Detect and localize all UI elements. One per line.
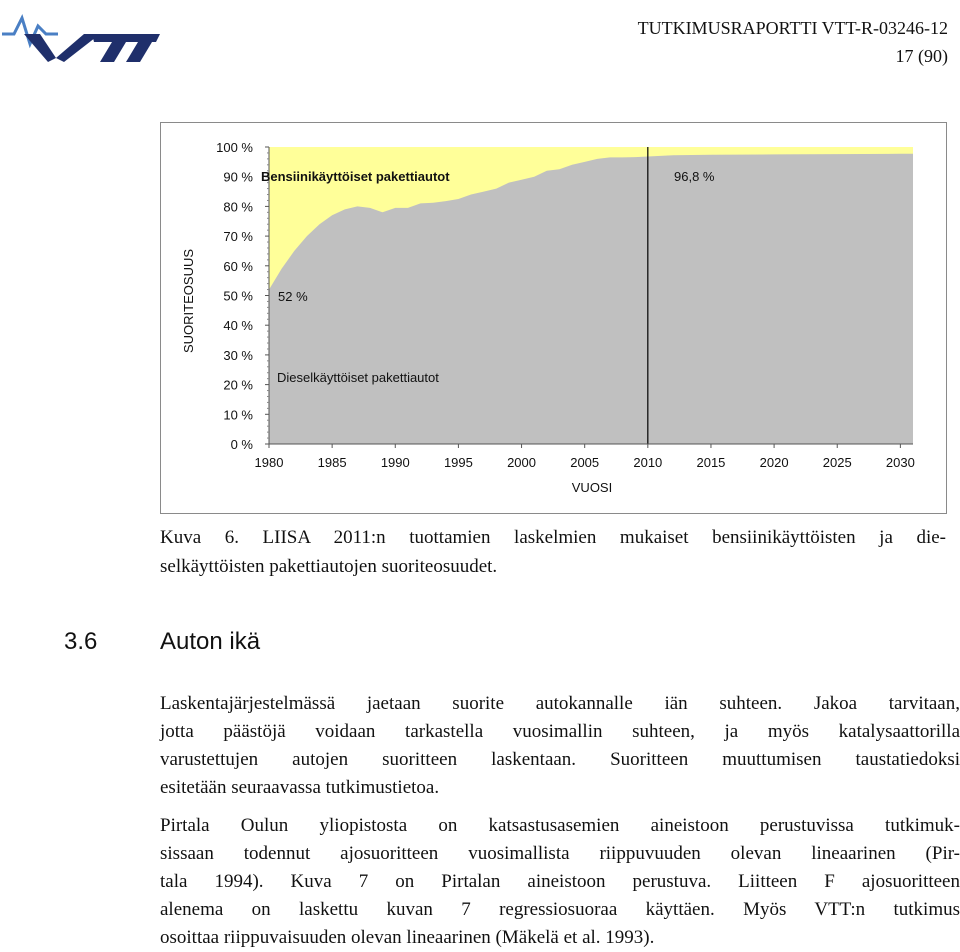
chart-frame bbox=[160, 122, 947, 514]
x-tick-label: 2025 bbox=[822, 455, 852, 470]
paragraph-line: osoittaa riippuvaisuuden olevan lineaarinen (Mäkelä et al. 1993). bbox=[160, 927, 655, 948]
x-tick-label: 1990 bbox=[380, 455, 410, 470]
x-tick-label: 2010 bbox=[633, 455, 663, 470]
logo-t1-stem bbox=[100, 42, 126, 62]
paragraph-line: alenema on laskettu kuvan 7 regressiosuoraa käyttäen. Myös VTT:n tutkimus bbox=[160, 899, 960, 920]
x-tick-label: 2005 bbox=[570, 455, 600, 470]
start-share-label: 52 % bbox=[278, 289, 308, 304]
vtt-logo bbox=[0, 4, 165, 66]
y-tick-label: 20 % bbox=[223, 377, 253, 393]
y-tick-label: 100 % bbox=[216, 140, 253, 155]
paragraph-line: Laskentajärjestelmässä jaetaan suorite autokannalle iän suhteen. Jakoa tarvitaan, bbox=[160, 693, 960, 714]
y-tick-label: 60 % bbox=[223, 258, 253, 274]
logo-t-bar bbox=[92, 34, 160, 42]
x-tick-label: 1985 bbox=[317, 455, 347, 470]
y-tick-label: 40 % bbox=[223, 318, 253, 334]
x-tick-label: 2000 bbox=[507, 455, 537, 470]
paragraph-line: varustettujen autojen suoritteen laskentaan. Suoritteen muuttumisen taustatiedoksi bbox=[160, 749, 960, 770]
section-heading bbox=[64, 628, 261, 656]
y-tick-label: 0 % bbox=[230, 437, 253, 452]
y-tick-label: 50 % bbox=[223, 288, 253, 304]
section-number: 3.6 bbox=[64, 628, 98, 655]
logo-t2-stem bbox=[126, 42, 152, 62]
diesel-series-label: Dieselkäyttöiset pakettiautot bbox=[277, 370, 439, 385]
caption-line: Kuva 6. LIISA 2011:n tuottamien laskelmien mukaiset bensiinikäyttöisten ja die- bbox=[160, 527, 946, 548]
paragraph-line: Pirtala Oulun yliopistosta on katsastusasemien aineistoon perustuvissa tutkimuk- bbox=[160, 815, 960, 836]
x-tick-label: 2015 bbox=[696, 455, 726, 470]
section-title: Auton ikä bbox=[160, 628, 261, 655]
paragraph-2 bbox=[160, 812, 960, 952]
x-tick-label: 1995 bbox=[443, 455, 473, 470]
share-area-chart bbox=[161, 123, 946, 513]
x-axis-title: VUOSI bbox=[571, 480, 613, 495]
report-reference: TUTKIMUSRAPORTTI VTT-R-03246-12 bbox=[637, 18, 948, 38]
paragraph-line: tala 1994). Kuva 7 on Pirtalan aineistoon perustuva. Liitteen F ajosuoritteen bbox=[160, 871, 960, 892]
paragraph-line: esitetään seuraavassa tutkimustietoa. bbox=[160, 777, 440, 798]
logo-v-left bbox=[24, 34, 56, 62]
figure-caption bbox=[160, 523, 946, 581]
paragraph-1 bbox=[160, 690, 960, 802]
y-tick-label: 90 % bbox=[223, 169, 253, 185]
paragraph-line: sissaan todennut ajosuoritteen vuosimallista riippuvuuden olevan lineaarinen (Pir- bbox=[160, 843, 960, 864]
y-axis-title: SUORITEOSUUS bbox=[181, 248, 196, 354]
y-tick-label: 80 % bbox=[223, 199, 253, 215]
caption-line: selkäyttöisten pakettiautojen suoriteosuudet. bbox=[160, 556, 498, 577]
paragraph-line: jotta päästöjä voidaan tarkastella vuosimallin suhteen, ja myös katalysaattorilla bbox=[160, 721, 960, 742]
page-number: 17 (90) bbox=[895, 46, 948, 66]
y-tick-label: 70 % bbox=[223, 229, 253, 245]
petrol-series-label: Bensiinikäyttöiset pakettiautot bbox=[261, 169, 450, 184]
x-tick-label: 1980 bbox=[254, 455, 284, 470]
x-tick-label: 2030 bbox=[885, 455, 915, 470]
end-share-label: 96,8 % bbox=[674, 169, 715, 184]
y-tick-label: 30 % bbox=[223, 347, 253, 363]
x-tick-label: 2020 bbox=[759, 455, 789, 470]
y-tick-label: 10 % bbox=[223, 407, 253, 423]
